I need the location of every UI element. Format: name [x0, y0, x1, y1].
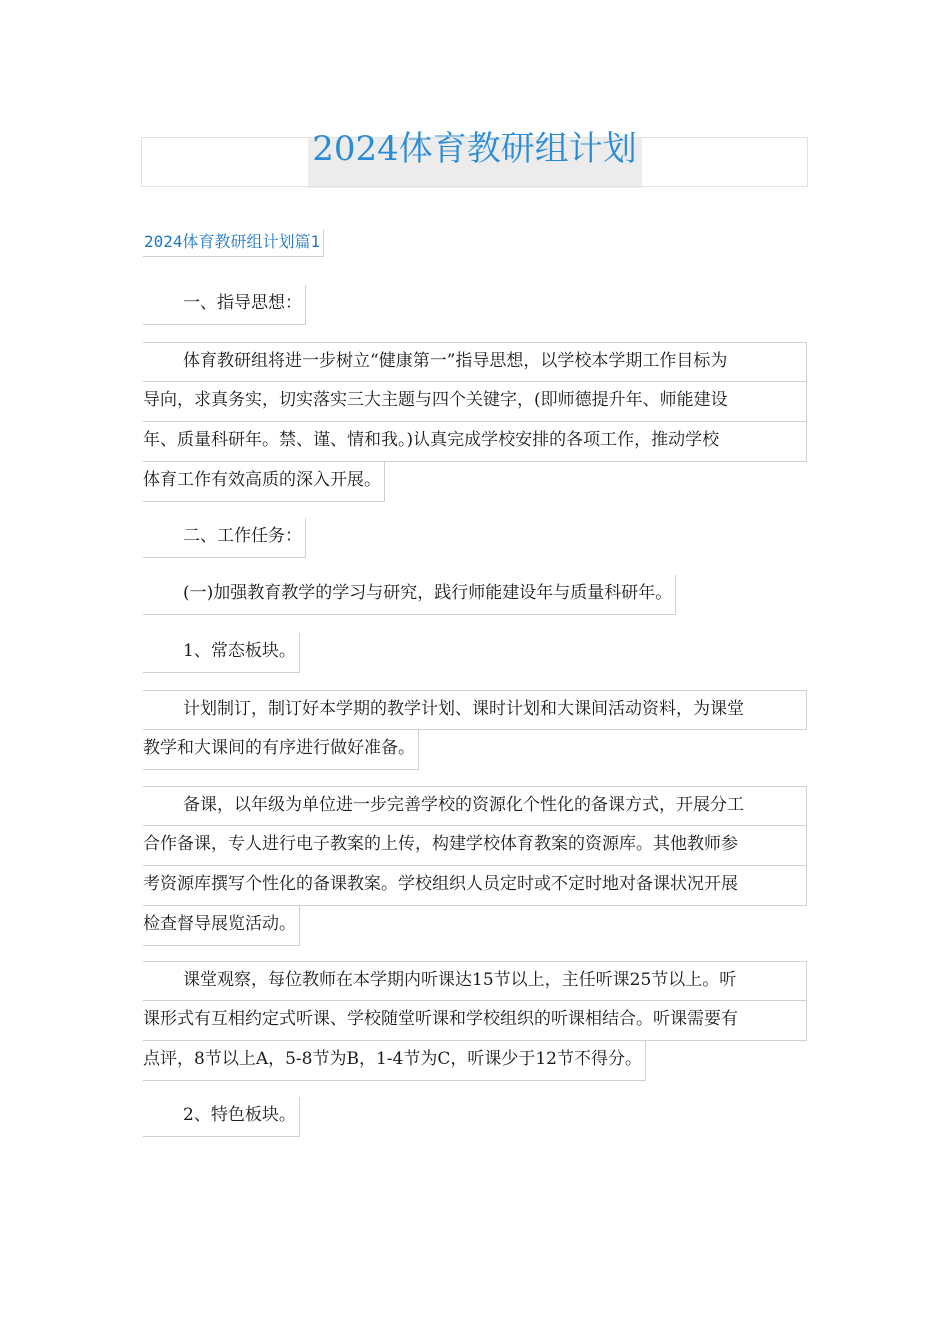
- paragraph-line: 年、质量科研年。禁、谨、情和我。)认真完成学校安排的各项工作，推动学校: [143, 422, 807, 462]
- paragraph-line: 检查督导展览活动。: [143, 906, 300, 946]
- paragraph-line: 计划制订，制订好本学期的教学计划、课时计划和大课间活动资料，为课堂: [143, 690, 807, 730]
- paragraph: [143, 575, 676, 615]
- document-title: 2024体育教研组计划: [312, 129, 637, 169]
- paragraph-line: 体育工作有效高质的深入开展。: [143, 462, 385, 502]
- paragraph: [143, 342, 807, 502]
- paragraph-line: 点评，8节以上A，5-8节为B，1-4节为C，听课少于12节不得分。: [143, 1041, 646, 1081]
- paragraph-line: 体育教研组将进一步树立“健康第一”指导思想，以学校本学期工作目标为: [143, 342, 807, 382]
- paragraph: [143, 633, 300, 673]
- paragraph: [143, 786, 807, 946]
- paragraph-line: 1、常态板块。: [143, 633, 300, 673]
- paragraph-line: 合作备课，专人进行电子教案的上传，构建学校体育教案的资源库。其他教师参: [143, 826, 807, 866]
- paragraph: [143, 1097, 300, 1137]
- paragraph-line: 二、工作任务：: [143, 518, 306, 558]
- paragraph-line: 教学和大课间的有序进行做好准备。: [143, 730, 419, 770]
- paragraph: [143, 690, 807, 770]
- paragraph-line: 导向，求真务实，切实落实三大主题与四个关键字，(即师德提升年、师能建设: [143, 382, 807, 422]
- paragraph-line: (一)加强教育教学的学习与研究，践行师能建设年与质量科研年。: [143, 575, 676, 615]
- paragraph-line: 2、特色板块。: [143, 1097, 300, 1137]
- paragraph-line: 一、指导思想：: [143, 285, 306, 325]
- section-subheading: 2024体育教研组计划篇1: [143, 230, 324, 257]
- paragraph: [143, 518, 306, 558]
- paragraph-line: 备课，以年级为单位进一步完善学校的资源化个性化的备课方式，开展分工: [143, 786, 807, 826]
- paragraph: [143, 285, 306, 325]
- paragraph-line: 考资源库撰写个性化的备课教案。学校组织人员定时或不定时地对备课状况开展: [143, 866, 807, 906]
- paragraph-line: 课堂观察，每位教师在本学期内听课达15节以上，主任听课25节以上。听: [143, 961, 807, 1001]
- paragraph-line: 课形式有互相约定式听课、学校随堂听课和学校组织的听课相结合。听课需要有: [143, 1001, 807, 1041]
- paragraph: [143, 961, 807, 1081]
